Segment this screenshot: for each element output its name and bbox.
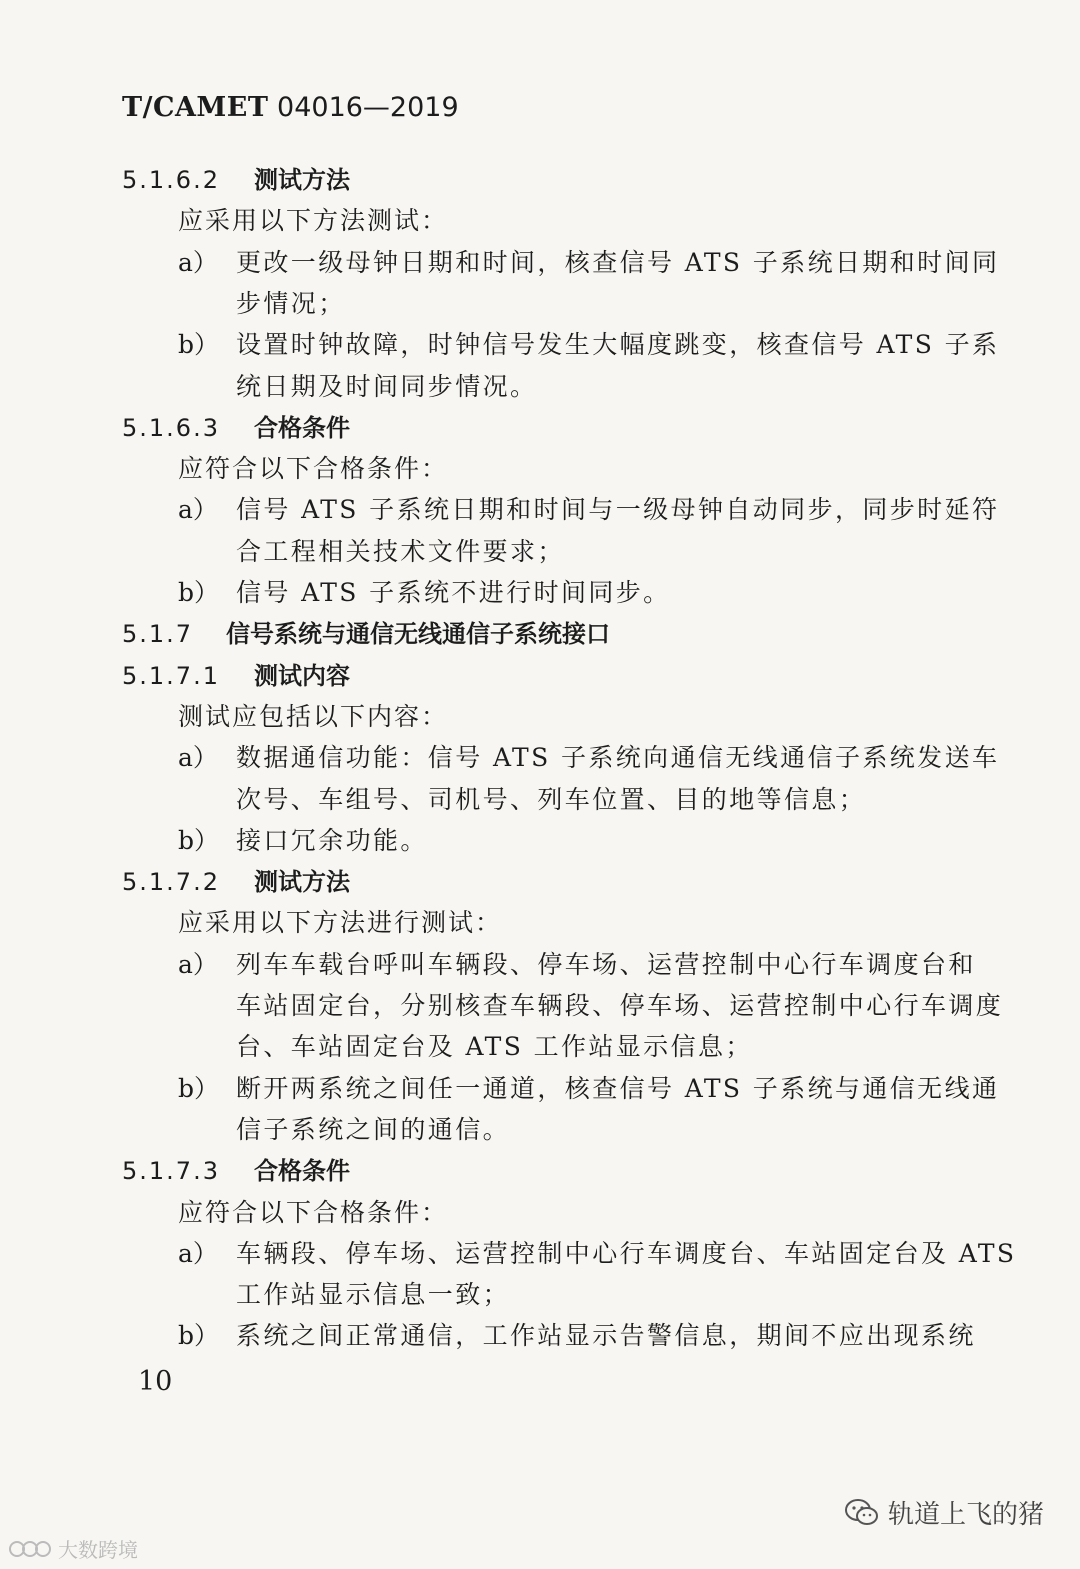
list-item-continuation: 步情况； [236, 288, 346, 318]
list-item-text: 接口冗余功能。 [236, 825, 428, 855]
section-number: 5.1.6.3 [122, 413, 220, 442]
list-item-continuation: 统日期及时间同步情况。 [236, 371, 538, 401]
intro-text: 应符合以下合格条件： [178, 454, 449, 484]
list-item-continuation: 信子系统之间的通信。 [236, 1114, 511, 1144]
section-heading [122, 408, 350, 448]
list-item-continuation: 工作站显示信息一致； [236, 1280, 511, 1310]
section-number: 5.1.7 [122, 620, 194, 649]
section-number: 5.1.7.3 [122, 1157, 220, 1186]
intro-text: 应采用以下方法进行测试： [178, 908, 503, 938]
list-item-text: 列车车载台呼叫车辆段、停车场、运营控制中心行车调度台和 [236, 949, 976, 979]
section-number: 5.1.7.2 [122, 868, 220, 897]
list-item-text: 系统之间正常通信，工作站显示告警信息，期间不应出现系统 [236, 1321, 976, 1351]
section-number: 5.1.6.2 [122, 166, 220, 194]
list-item-continuation: 次号、车组号、司机号、列车位置、目的地等信息； [236, 784, 867, 814]
list-item-text: 断开两系统之间任一通道，核查信号 ATS 子系统与通信无线通 [236, 1073, 1000, 1103]
list-item-label: a） [178, 495, 218, 525]
list-item-label: b） [178, 330, 220, 360]
wechat-icon [844, 1498, 880, 1528]
section-title: 测试方法 [254, 868, 350, 897]
page-header [122, 92, 459, 123]
logo-icon [8, 1539, 52, 1559]
intro-text: 应采用以下方法测试： [178, 206, 449, 236]
list-item-text: 车辆段、停车场、运营控制中心行车调度台、车站固定台及 ATS [236, 1238, 1017, 1268]
list-item-label: a） [178, 1238, 218, 1268]
intro-text: 测试应包括以下内容： [178, 701, 449, 731]
list-item-label: a） [178, 949, 218, 979]
list-item-label: b） [178, 1321, 220, 1351]
page-number: 10 [138, 1366, 173, 1397]
list-item-text: 设置时钟故障，时钟信号发生大幅度跳变，核查信号 ATS 子系 [236, 330, 1000, 360]
watermark-account [844, 1494, 1044, 1531]
standard-prefix: T/CAMET [122, 92, 269, 123]
section-number: 5.1.7.1 [122, 661, 220, 690]
list-item-continuation: 合工程相关技术文件要求； [236, 536, 565, 566]
section-heading [122, 1151, 350, 1191]
section-title: 测试方法 [254, 166, 350, 194]
list-item-label: b） [178, 578, 220, 607]
intro-text: 应符合以下合格条件： [178, 1197, 449, 1227]
section-heading [122, 656, 350, 696]
list-item-text: 数据通信功能：信号 ATS 子系统向通信无线通信子系统发送车 [236, 743, 1000, 773]
list-item-continuation: 车站固定台，分别核查车辆段、停车场、运营控制中心行车调度 [236, 991, 1004, 1020]
list-item-label: b） [178, 825, 220, 855]
standard-number: 04016—2019 [268, 92, 459, 123]
list-item-text: 信号 ATS 子系统日期和时间与一级母钟自动同步，同步时延符 [236, 495, 1000, 525]
list-item-label: b） [178, 1073, 220, 1103]
section-title: 合格条件 [254, 413, 350, 442]
watermark-brand [8, 1534, 138, 1563]
list-item-label: a） [178, 743, 218, 773]
list-item-continuation: 台、车站固定台及 ATS 工作站显示信息； [236, 1032, 753, 1062]
list-item-text: 更改一级母钟日期和时间，核查信号 ATS 子系统日期和时间同 [236, 247, 1000, 277]
list-item-label: a） [178, 247, 218, 277]
list-item-text: 信号 ATS 子系统不进行时间同步。 [236, 578, 671, 607]
watermark-brand-name: 大数跨境 [58, 1538, 138, 1562]
section-title: 测试内容 [254, 661, 350, 690]
section-heading [122, 862, 350, 902]
section-heading [122, 160, 350, 200]
section-title: 信号系统与通信无线通信子系统接口 [226, 620, 610, 649]
section-heading [122, 614, 610, 654]
section-title: 合格条件 [254, 1157, 350, 1186]
watermark-account-name: 轨道上飞的猪 [887, 1500, 1044, 1530]
